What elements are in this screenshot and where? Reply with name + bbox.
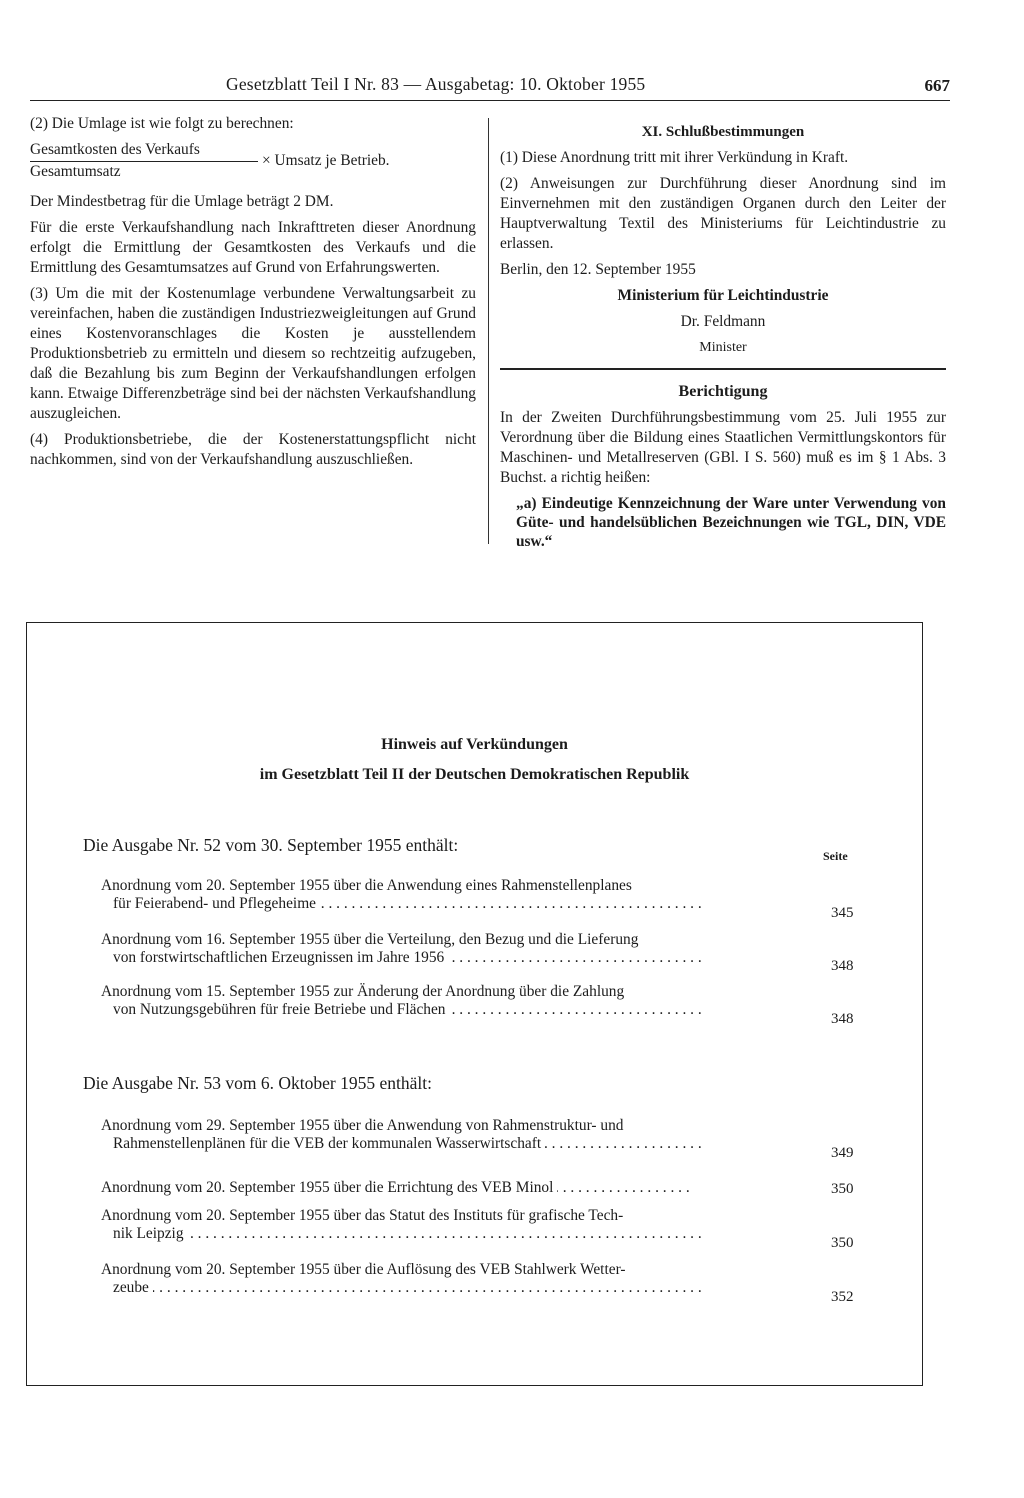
correction-text: In der Zweiten Durchführungsbestimmung vom 25. Juli 1955 zur Verordnung über die Bildung eines Staatlichen Vermittlungskontors für Maschinen- und Metallreserven (GBl. I S. 560) muß es im § 1 Abs. 3 Buchst. a richtig heißen: xyxy=(500,409,946,486)
issue-53-heading: Die Ausgabe Nr. 53 vom 6. Oktober 1955 enthält: xyxy=(83,1073,432,1093)
para2-intro: (2) Die Umlage ist wie folgt zu berechnen: xyxy=(30,115,294,132)
section-rule xyxy=(500,368,946,370)
entry-page: 352 xyxy=(831,1289,854,1305)
issue-52-heading: Die Ausgabe Nr. 52 vom 30. September 1955 enthält: xyxy=(83,835,459,855)
para3-text: (3) Um die mit der Kostenumlage verbundene Verwaltungsarbeit zu vereinfachen, haben die zuständigen Industriezweigleitungen auf Grund eines Kostenvoranschlages die Kosten je ausstellendem Produktionsbetrieb zu ermitteln und diesem so rechtzeitig aufzugeben, daß die Bezahlung bis zum Beginn der Verkaufshandlungen erfolgen kann. Etwaige Differenzbeträge sind bei der nächsten Verkaufshandlung auszugleichen. xyxy=(30,285,476,422)
entry-page: 350 xyxy=(831,1235,854,1251)
schluss-para2: (2) Anweisungen zur Durchführung dieser Anordnung sind im Einvernehmen mit den zuständigen Organen durch den Leiter der Hauptverwaltung Textil des Ministeriums für Leichtindustrie zu erlassen. xyxy=(500,175,946,252)
page-column-label: Seite xyxy=(823,849,848,863)
page-number: 667 xyxy=(924,76,950,95)
column-divider xyxy=(488,118,489,544)
signer-name: Dr. Feldmann xyxy=(680,313,766,330)
erste-verkaufshandlung-text: Für die erste Verkaufshandlung nach Inkrafttreten dieser Anordnung erfolgt die Ermittlung der Gesamtkosten des Verkaufs und die Ermittlung des Gesamtumsatzes auf Grund von Erfahrungswerten. xyxy=(30,219,476,276)
signer-title: Minister xyxy=(699,340,747,355)
entry-page: 349 xyxy=(831,1145,854,1161)
entry-title: Anordnung vom 20. September 1955 über die Auflösung des VEB Stahlwerk Wetter- xyxy=(101,1261,626,1278)
entry-title: Anordnung vom 29. September 1955 über die Anwendung von Rahmenstruktur- und xyxy=(101,1117,624,1134)
umlage-formula xyxy=(30,140,476,184)
entry-title-cont: Rahmenstellenplänen für die VEB der kommunalen Wasserwirtschaft . . . xyxy=(101,1135,801,1153)
formula-rest: × Umsatz je Betrieb. xyxy=(262,152,390,169)
date-line: Berlin, den 12. September 1955 xyxy=(500,261,696,278)
ministry-name: Ministerium für Leichtindustrie xyxy=(617,287,829,304)
left-column xyxy=(30,114,476,476)
entry-53-1 xyxy=(101,1117,801,1153)
entry-title-cont: zeube . . . xyxy=(101,1279,801,1297)
entry-title-cont: von Nutzungsgebühren für freie Betriebe und Flächen . . . xyxy=(101,1001,801,1019)
page-header xyxy=(30,74,950,101)
entry-title: Anordnung vom 20. September 1955 über das Statut des Instituts für grafische Tech- xyxy=(101,1207,624,1224)
entry-page: 350 xyxy=(831,1181,854,1197)
entry-page: 348 xyxy=(831,958,854,974)
entry-53-3 xyxy=(101,1207,801,1243)
correction-quote: „a) Eindeutige Kennzeichnung der Ware unter Verwendung von Güte- und handelsüblichen Bezeichnungen wie TGL, DIN, VDE usw.“ xyxy=(516,495,946,550)
entry-53-4 xyxy=(101,1261,801,1297)
entry-52-2 xyxy=(101,931,801,967)
entry-page: 348 xyxy=(831,1011,854,1027)
para4-text: (4) Produktionsbetriebe, die der Kostenerstattungspflicht nicht nachkommen, sind von der Verkaufshandlung auszuschließen. xyxy=(30,431,476,468)
entry-52-1 xyxy=(101,877,801,913)
entry-title: Anordnung vom 20. September 1955 über die Anwendung eines Rahmenstellenplanes xyxy=(101,877,632,894)
notice-box xyxy=(26,622,923,1386)
entry-title: Anordnung vom 16. September 1955 über die Verteilung, den Bezug und die Lieferung xyxy=(101,931,639,948)
entry-title: Anordnung vom 20. September 1955 über die Errichtung des VEB Minol . . . xyxy=(101,1179,801,1197)
notice-subtitle: im Gesetzblatt Teil II der Deutschen Demokratischen Republik xyxy=(259,766,690,783)
section-heading: XI. Schlußbestimmungen xyxy=(641,124,805,140)
formula-denominator: Gesamtumsatz xyxy=(30,163,121,180)
entry-52-3 xyxy=(101,983,801,1019)
header-title: Gesetzblatt Teil I Nr. 83 — Ausgabetag: 10. Oktober 1955 xyxy=(226,74,646,94)
correction-heading: Berichtigung xyxy=(678,383,768,400)
entry-title-cont: von forstwirtschaftlichen Erzeugnissen im Jahre 1956 . . . xyxy=(101,949,801,967)
entry-page: 345 xyxy=(831,905,854,921)
formula-numerator: Gesamtkosten des Verkaufs xyxy=(30,141,200,158)
mindestbetrag-text: Der Mindestbetrag für die Umlage beträgt 2 DM. xyxy=(30,193,334,210)
entry-53-2 xyxy=(101,1179,801,1197)
notice-title: Hinweis auf Verkündungen xyxy=(381,736,568,753)
entry-title-cont: für Feierabend- und Pflegeheime . . . xyxy=(101,895,801,913)
schluss-para1: (1) Diese Anordnung tritt mit ihrer Verkündung in Kraft. xyxy=(500,149,849,166)
entry-title: Anordnung vom 15. September 1955 zur Änderung der Anordnung über die Zahlung xyxy=(101,983,625,1000)
right-column xyxy=(500,122,946,557)
entry-title-cont: nik Leipzig . . . xyxy=(101,1225,801,1243)
